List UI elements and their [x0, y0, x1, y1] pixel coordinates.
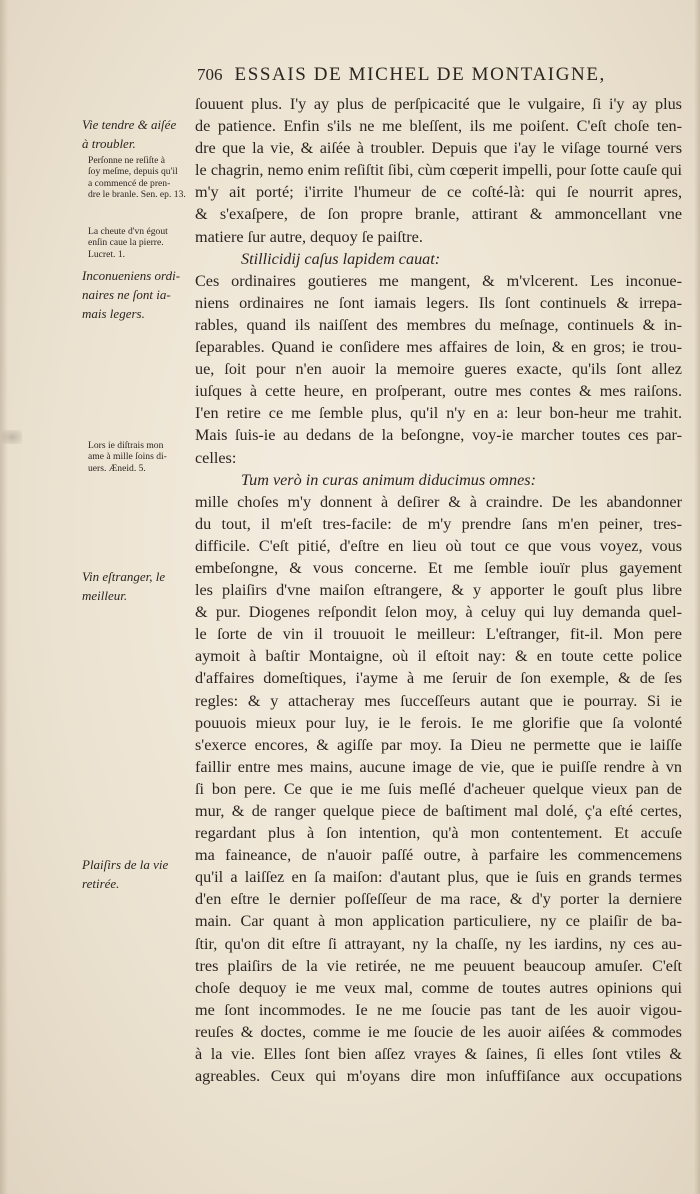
text-line: rables, quand ils naiſſent des membres du meſnage, continuels & in-	[195, 315, 682, 334]
margin-note-line: Vie tendre & aiſée	[82, 117, 177, 132]
text-line: Ces ordinaires goutieres me mangent, & m'vlcerent. Les inconue-	[195, 271, 682, 290]
margin-note	[82, 855, 190, 893]
text-line: me ſont incommodes. Ie ne me ſoucie pas tant de les auoir vigou-	[195, 1000, 682, 1019]
margin-note-line: Lucret. 1.	[88, 248, 126, 260]
text-line: à la vie. Elles ſont bien aſſez vrayes & ſaines, ſi elles ſont vtiles &	[195, 1045, 682, 1064]
quotation-line: Stillicidij caſus lapidem cauat:	[241, 249, 441, 268]
text-line: embeſongne, & vous concerne. Et me ſemble iouïr plus gayement	[195, 558, 682, 577]
text-line: & pur. Diogenes reſpondit ſelon moy, à celuy qui luy demanda quel-	[195, 603, 682, 622]
text-line: dre que la vie, & aiſée à troubler. Depuis que i'ay le viſage tourné vers	[195, 139, 682, 158]
margin-note-line: Perſonne ne reſiſte à	[88, 155, 165, 166]
text-line: les plaiſirs d'vne maiſon eſtrangere, & y apporter le gouſt plus libre	[195, 581, 682, 600]
margin-note-line: à troubler.	[82, 136, 136, 151]
text-line: faillir entre mes mains, aucune image de vie, que ie puiſſe rendre à vn	[195, 757, 682, 776]
quotation-line: Tum verò in curas animum diducimus omnes:	[241, 470, 536, 489]
running-head	[197, 64, 682, 86]
running-title: ESSAIS DE MICHEL DE MONTAIGNE,	[234, 64, 606, 85]
text-line: mille choſes m'y donnent à deſirer & à craindre. De les abandonner	[195, 492, 682, 511]
text-line: reuſes & doctes, comme ie me ſoucie de les auoir aiſées & commodes	[195, 1022, 682, 1041]
text-line: regles: & y attacheray mes ſucceſſeurs autant que ie pourray. Si ie	[195, 691, 682, 710]
text-line: ue, ſoit pour n'en auoir la memoire gueres exacte, qu'ils ſont allez	[195, 360, 682, 379]
text-line: s'exerce encores, & agiſſe par moy. Ia Dieu ne permette que ie laiſſe	[195, 735, 682, 754]
text-line: le chagrin, nemo enim reſiſtit ſibi, cùm cœperit impelli, pour ſotte cauſe qui	[195, 161, 682, 180]
margin-note	[82, 115, 190, 153]
text-line: pouuois mieux pour luy, ie le ferois. Ie me glorifie que ſa volonté	[195, 713, 682, 732]
margin-note-line: Vin eſtranger, le	[82, 569, 166, 584]
margin-note	[82, 567, 190, 605]
page-number: 706	[197, 65, 223, 84]
margin-note	[82, 440, 196, 474]
text-line: choſe dequoy ie me veux mal, comme de toutes autres opinions qui	[195, 978, 682, 997]
text-line: m'y ait porté; i'irrite l'humeur de ce coſté-là: qui ſe nourrit apres,	[195, 183, 682, 202]
text-line: difficile. C'eſt pitié, d'eſtre en lieu où tout ce que vous voyez, vous	[195, 536, 682, 555]
margin-note-line: retirée.	[82, 876, 120, 891]
text-line: ma faineance, de n'auoir paſſé outre, à parfaire les commencemens	[195, 846, 682, 865]
text-line: matiere ſur autre, dequoy ſe paiſtre.	[195, 227, 423, 246]
margin-note	[82, 155, 196, 201]
margin-note-line: naires ne ſont ia-	[82, 287, 171, 302]
ink-smudge	[2, 430, 22, 444]
margin-note-line: Lors ie diſtrais mon	[88, 440, 164, 451]
text-line: ſtir, qu'on dit eſtre ſi attrayant, ny la chaſſe, ny les iardins, ny ces au-	[195, 934, 682, 953]
text-line: celles:	[195, 448, 237, 467]
margin-note-line: enſin caue la pierre.	[88, 237, 164, 249]
margin-note-line: mais legers.	[82, 306, 145, 321]
margin-note-line: ame à mille ſoins di-	[88, 451, 167, 463]
text-line: ſouuent plus. I'y ay plus de perſpicacité que le vulgaire, ſi i'y ay plus	[195, 95, 682, 113]
page-edge-right	[694, 0, 700, 1194]
text-line: ſi bon pere. Ce que ie me ſuis meſlé d'acheuer quelque vieux pan de	[195, 779, 682, 798]
page-edge-left	[0, 0, 8, 1194]
text-line: agreables. Ceux qui m'oyans dire mon inſuffiſance aux occupations	[195, 1067, 682, 1086]
text-line: d'affaires domeſtiques, i'ayme à me ſeruir de ſon exemple, & de ſes	[195, 669, 682, 688]
text-line: ſeparables. Quand ie conſidere mes affaires de loin, & en gros; ie trou-	[195, 338, 682, 357]
text-line: qu'il a laiſſez en ſa maiſon: d'autant plus, que ie ſuis en grands termes	[195, 868, 682, 887]
text-line: main. Car quant à mon application particuliere, ny ce plaiſir de ba-	[195, 912, 682, 931]
text-line: tres plaiſirs de la vie retirée, ne me peuuent beaucoup amuſer. C'eſt	[195, 956, 682, 975]
text-line: Mais ſuis-ie au dedans de la beſongne, voy-ie marcher toutes ces par-	[195, 426, 682, 445]
margin-note-line: uers. Æneid. 5.	[88, 462, 146, 474]
margin-note	[82, 226, 196, 260]
margin-note-line: dre le branle. Sen. ep. 13.	[88, 189, 186, 201]
margin-note-line: Inconueniens ordi-	[82, 268, 181, 283]
margin-note-line: Plaiſirs de la vie	[82, 857, 169, 872]
text-line: le ſorte de vin il trouuoit le meilleur: L'eſtranger, fit-il. Mon pere	[195, 625, 682, 644]
text-line: iuſques à cette heure, en proſperant, outre mes contes & mes raiſons.	[195, 382, 682, 401]
text-line: mur, & de ranger quelque piece de baſtiment mal dolé, ç'a eſté certes,	[195, 802, 682, 820]
text-line: niens ordinaires ne ſont iamais legers. Ils ſont continuels & irrepa-	[195, 293, 682, 312]
text-line: regardant plus à ſon intention, qu'à mon contentement. Et accuſe	[195, 824, 682, 843]
text-line: & s'exaſpere, de ſon propre branle, attirant & ammoncellant vne	[195, 205, 682, 224]
text-line: aymoit à baſtir Montaigne, où il eſtoit nay: & en toute cette police	[195, 647, 682, 666]
text-line: du tout, il m'eſt tres-facile: de m'y prendre ſans m'en peiner, tres-	[195, 514, 682, 533]
text-line: de patience. Enfin s'ils ne me bleſſent, ils me poiſent. C'eſt choſe ten-	[195, 117, 682, 136]
margin-note-line: La cheute d'vn égout	[88, 226, 168, 237]
margin-note-line: ſoy meſme, depuis qu'il	[88, 166, 178, 178]
margin-note-line: a commencé de pren-	[88, 177, 171, 189]
text-line: d'en eſtre le dernier poſſeſſeur de ma race, & d'y porter la derniere	[195, 890, 682, 909]
margin-note-line: meilleur.	[82, 588, 128, 603]
main-text-block	[195, 93, 682, 1087]
margin-note	[82, 266, 190, 323]
text-line: I'en retire ce me ſemble plus, qu'il n'y en a: leur bon-heur me trahit.	[195, 404, 682, 423]
